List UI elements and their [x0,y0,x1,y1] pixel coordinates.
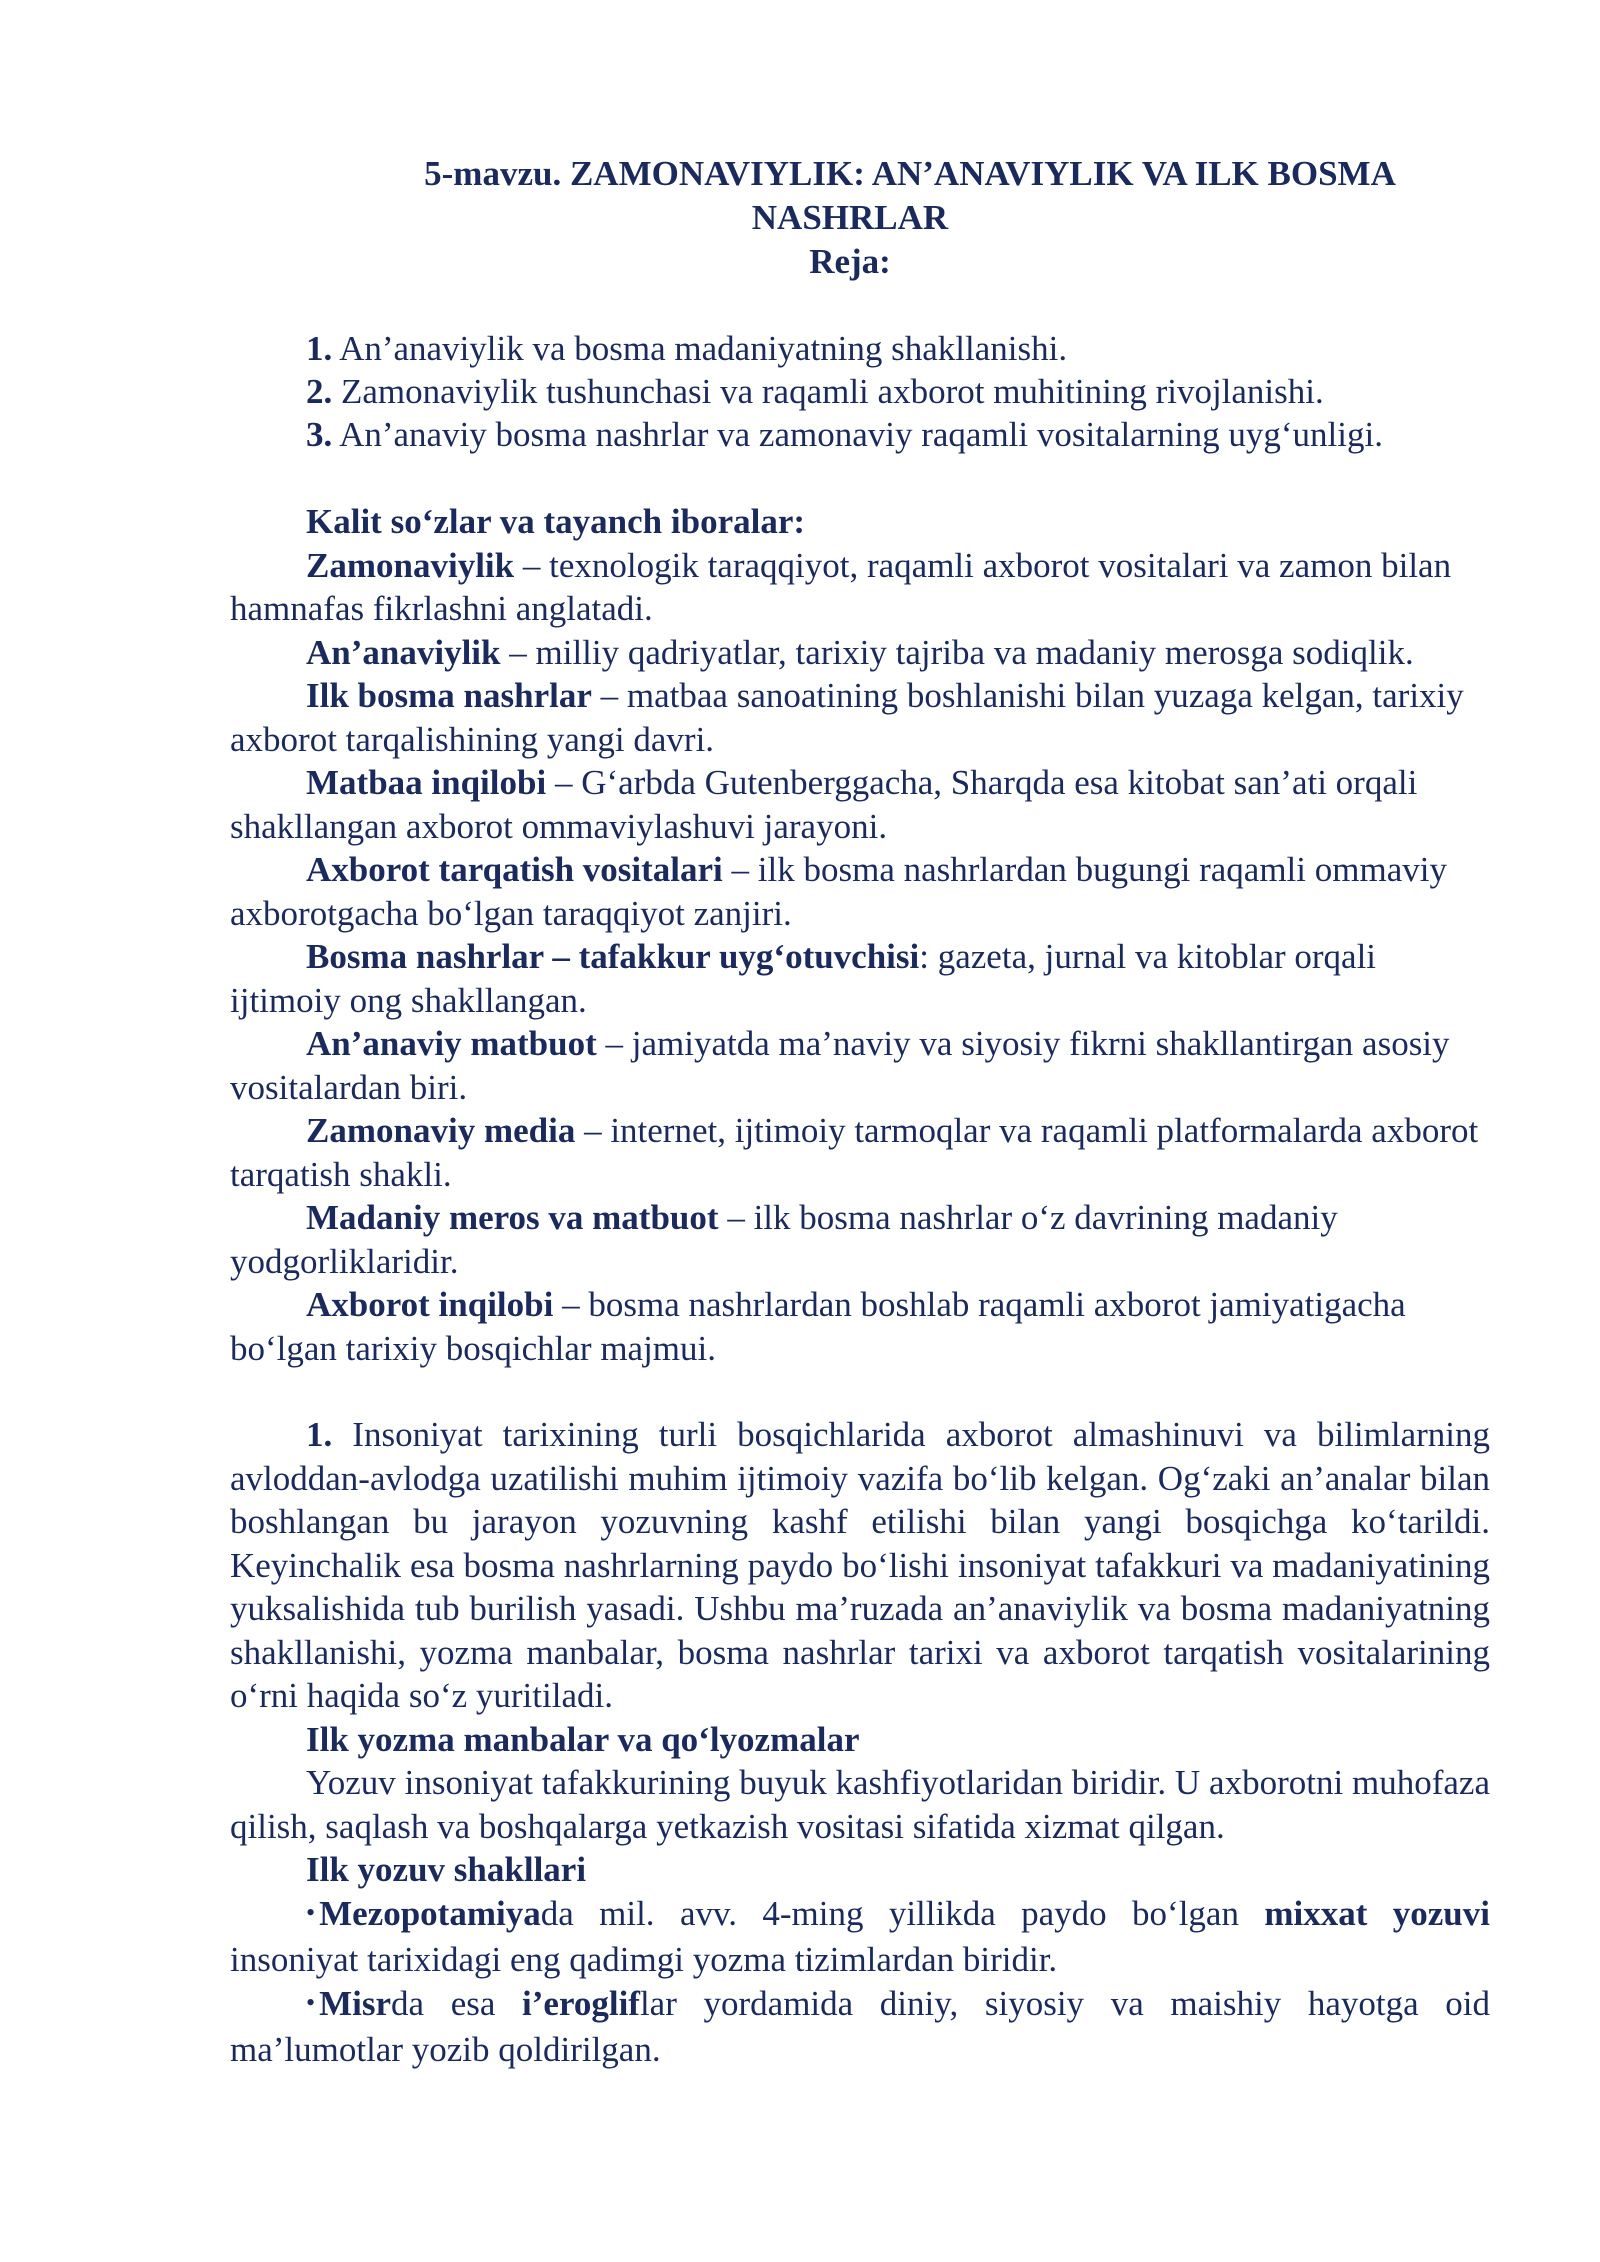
keyword-entry [230,674,1490,761]
keyword-definition: – internet, ijtimoiy tarmoqlar va raqamli platformalarda axborot tarqatish shakli. [230,1111,1479,1194]
paragraph-writing: Yozuv insoniyat tafakkurining buyuk kashfiyotlaridan biridir. U axborotni muhofaza qilish, saqlash va boshqalarga yetkazish vositasi sifatida xizmat qilgan. [230,1763,1490,1846]
keyword-definition: – ilk bosma nashrlar o‘z davrining madaniy yodgorliklaridir. [230,1198,1338,1281]
keyword-entry [230,631,1490,675]
plan-item-text: An’anaviylik va bosma madaniyatning shakllanishi. [332,329,1068,368]
plan-item-number: 3. [306,415,333,454]
keyword-entry [230,935,1490,1022]
keyword-term: Ilk bosma nashrlar [306,676,592,715]
subheading-early-writing: Ilk yozuv shakllari [306,1850,587,1889]
bullet-item-mesopotamia: • Mezopotamiyada mil. avv. 4-ming yillikda paydo bo‘lgan mixxat yozuvi insoniyat tarixidagi eng qadimgi yozma tizimlardan biridir. [230,1893,1491,1979]
plan-item-text: An’anaviy bosma nashrlar va zamonaviy raqamli vositalarning uyg‘unligi. [332,415,1383,454]
keyword-definition: – matbaa sanoatining boshlanishi bilan yuzaga kelgan, tarixiy axborot tarqalishining yangi davri. [230,676,1464,759]
section-number: 1. [306,1415,333,1454]
section-intro-paragraph: 1. Insoniyat tarixining turli bosqichlarida axborot almashinuvi va bilimlarning avloddan-avlodga uzatilishi muhim ijtimoiy vazifa bo‘lib kelgan. Og‘zaki an’analar bilan boshlangan bu jarayon yozuvning kashf etilishi bilan yangi bosqichga ko‘tarildi. Keyinchalik esa bosma nashrlarning paydo bo‘lishi insoniyat tafakkuri va madaniyatining yuksalishida tub burilish yasadi. Ushbu ma’ruzada an’anaviylik va bosma madaniyatning shakllanishi, yozma manbalar, bosma nashrlar tarixi va axborot tarqatish vositalarining o‘rni haqida so‘z yuritiladi. [230,1415,1490,1715]
plan-list [306,327,1383,456]
keyword-definition: – ilk bosma nashrlardan bugungi raqamli ommaviy axborotgacha bo‘lgan taraqqiyot zanjiri. [230,850,1447,933]
title-line-2: NASHRLAR [751,198,949,237]
page-title [230,152,1470,240]
keyword-definition: – G‘arbda Gutenberggacha, Sharqda esa kitobat san’ati orqali shakllangan axborot ommaviylashuvi jarayoni. [230,763,1418,846]
plan-item [306,370,1383,413]
keyword-definition: – jamiyatda ma’naviy va siyosiy fikrni shakllantirgan asosiy vositalardan biri. [230,1024,1450,1107]
keywords-heading: Kalit so‘zlar va tayanch iboralar: [306,502,806,541]
plan-item [306,413,1383,456]
document-body [230,500,1490,2072]
keyword-term: Bosma nashrlar – tafakkur uyg‘otuvchisi [306,937,920,976]
keyword-term: Axborot tarqatish vositalari [306,850,723,889]
keyword-term: An’anaviylik [306,632,501,672]
keyword-definition: – texnologik taraqqiyot, raqamli axborot vositalari va zamon bilan hamnafas fikrlashni anglatadi. [230,545,1452,628]
spacer [230,1370,1490,1413]
keyword-entry [230,1196,1490,1283]
keyword-entry [230,1022,1490,1109]
plan-item-text: Zamonaviylik tushunchasi va raqamli axborot muhitining rivojlanishi. [332,372,1324,411]
keyword-definition: – bosma nashrlardan boshlab raqamli axborot jamiyatigacha bo‘lgan tarixiy bosqichlar majmui. [230,1285,1406,1368]
keyword-term: Axborot inqilobi [306,1285,554,1324]
keyword-entry [230,1109,1490,1196]
keyword-definition: – milliy qadriyatlar, tarixiy tajriba va madaniy merosga sodiqlik. [500,632,1414,672]
keyword-term: Zamonaviylik [306,545,515,585]
plan-item-number: 2. [306,372,333,411]
subheading-written-sources: Ilk yozma manbalar va qo‘lyozmalar [306,1719,860,1759]
plan-heading: Reja: [809,242,891,281]
bullet-icon: • [306,1897,316,1927]
plan-item-number: 1. [306,329,333,368]
title-line-1: 5-mavzu. ZAMONAVIYLIK: AN’ANAVIYLIK VA ILK BOSMA [424,154,1396,193]
keyword-entry [230,761,1490,848]
keyword-term: Zamonaviy media [306,1111,576,1150]
keyword-term: An’anaviy matbuot [306,1024,597,1063]
keyword-definition: : gazeta, jurnal va kitoblar orqali ijtimoiy ong shakllangan. [230,937,1377,1020]
keyword-term: Matbaa inqilobi [306,763,547,802]
keyword-entry [230,848,1490,935]
keyword-term: Madaniy meros va matbuot [306,1198,719,1237]
keyword-entry [230,544,1490,631]
keyword-entry [230,1283,1490,1370]
bullet-item-egypt: • Misrda esa i’erogliflar yordamida diniy, siyosiy va maishiy hayotga oid ma’lumotlar yozib qoldirilgan. [230,1983,1490,2069]
plan-item [306,327,1383,370]
bullet-icon: • [306,1987,316,2017]
